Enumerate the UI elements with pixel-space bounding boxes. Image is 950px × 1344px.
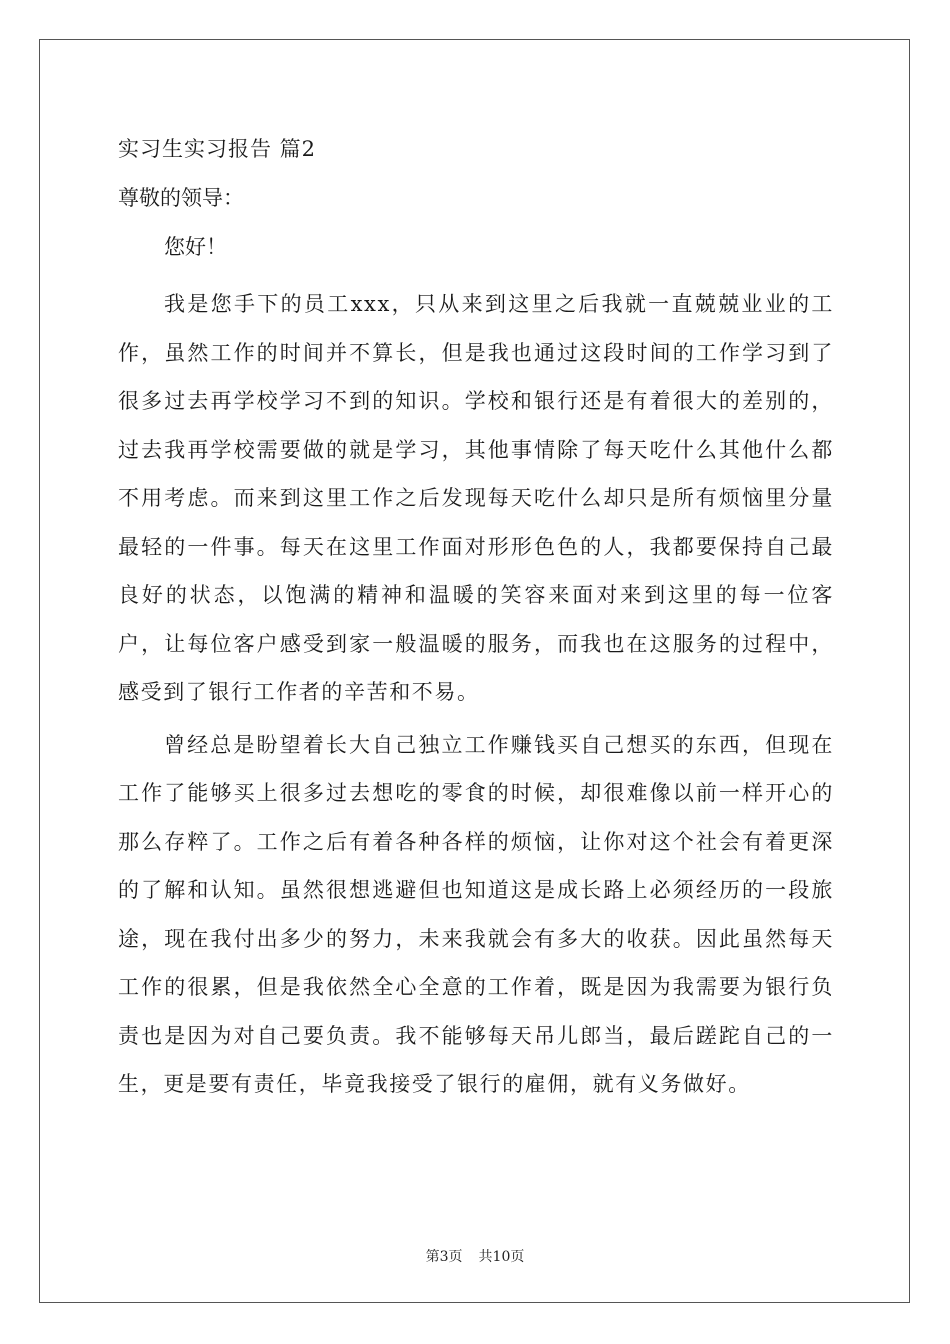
paragraph: 曾经总是盼望着长大自己独立工作赚钱买自己想买的东西，但现在工作了能够买上很多过去想吃的零食的时候，却很难像以前一样开心的那么存粹了。工作之后有着各种各样的烦恼，让你对这个社会有着更深的了解和认知。虽然很想逃避但也知道这是成长路上必须经历的一段旅途，现在我付出多少的努力，未来我就会有多大的收获。因此虽然每天工作的很累，但是我依然全心全意的工作着，既是因为我需要为银行负责也是因为对自己要负责。我不能够每天吊儿郎当，最后蹉跎自己的一生，更是要有责任，毕竟我接受了银行的雇佣，就有义务做好。 [118,732,834,1096]
paragraph: 我是您手下的员工xxx，只从来到这里之后我就一直兢兢业业的工作，虽然工作的时间并不算长，但是我也通过这段时间的工作学习到了很多过去再学校学习不到的知识。学校和银行还是有着很大的差别的，过去我再学校需要做的就是学习，其他事情除了每天吃什么其他什么都不用考虑。而来到这里工作之后发现每天吃什么却只是所有烦恼里分量最轻的一件事。每天在这里工作面对形形色色的人，我都要保持自己最良好的状态，以饱满的精神和温暖的笑容来面对来到这里的每一位客户，让每位客户感受到家一般温暖的服务，而我也在这服务的过程中，感受到了银行工作者的辛苦和不易。 [118,292,834,704]
greeting: 您好！ [164,235,227,259]
page-footer [0,1247,950,1267]
salutation: 尊敬的领导： [118,186,244,210]
document-title: 实习生实习报告 篇2 [118,137,317,161]
document-body [118,124,834,1109]
page-number: 第3页 [425,1249,463,1265]
page-total: 共10页 [478,1249,525,1265]
